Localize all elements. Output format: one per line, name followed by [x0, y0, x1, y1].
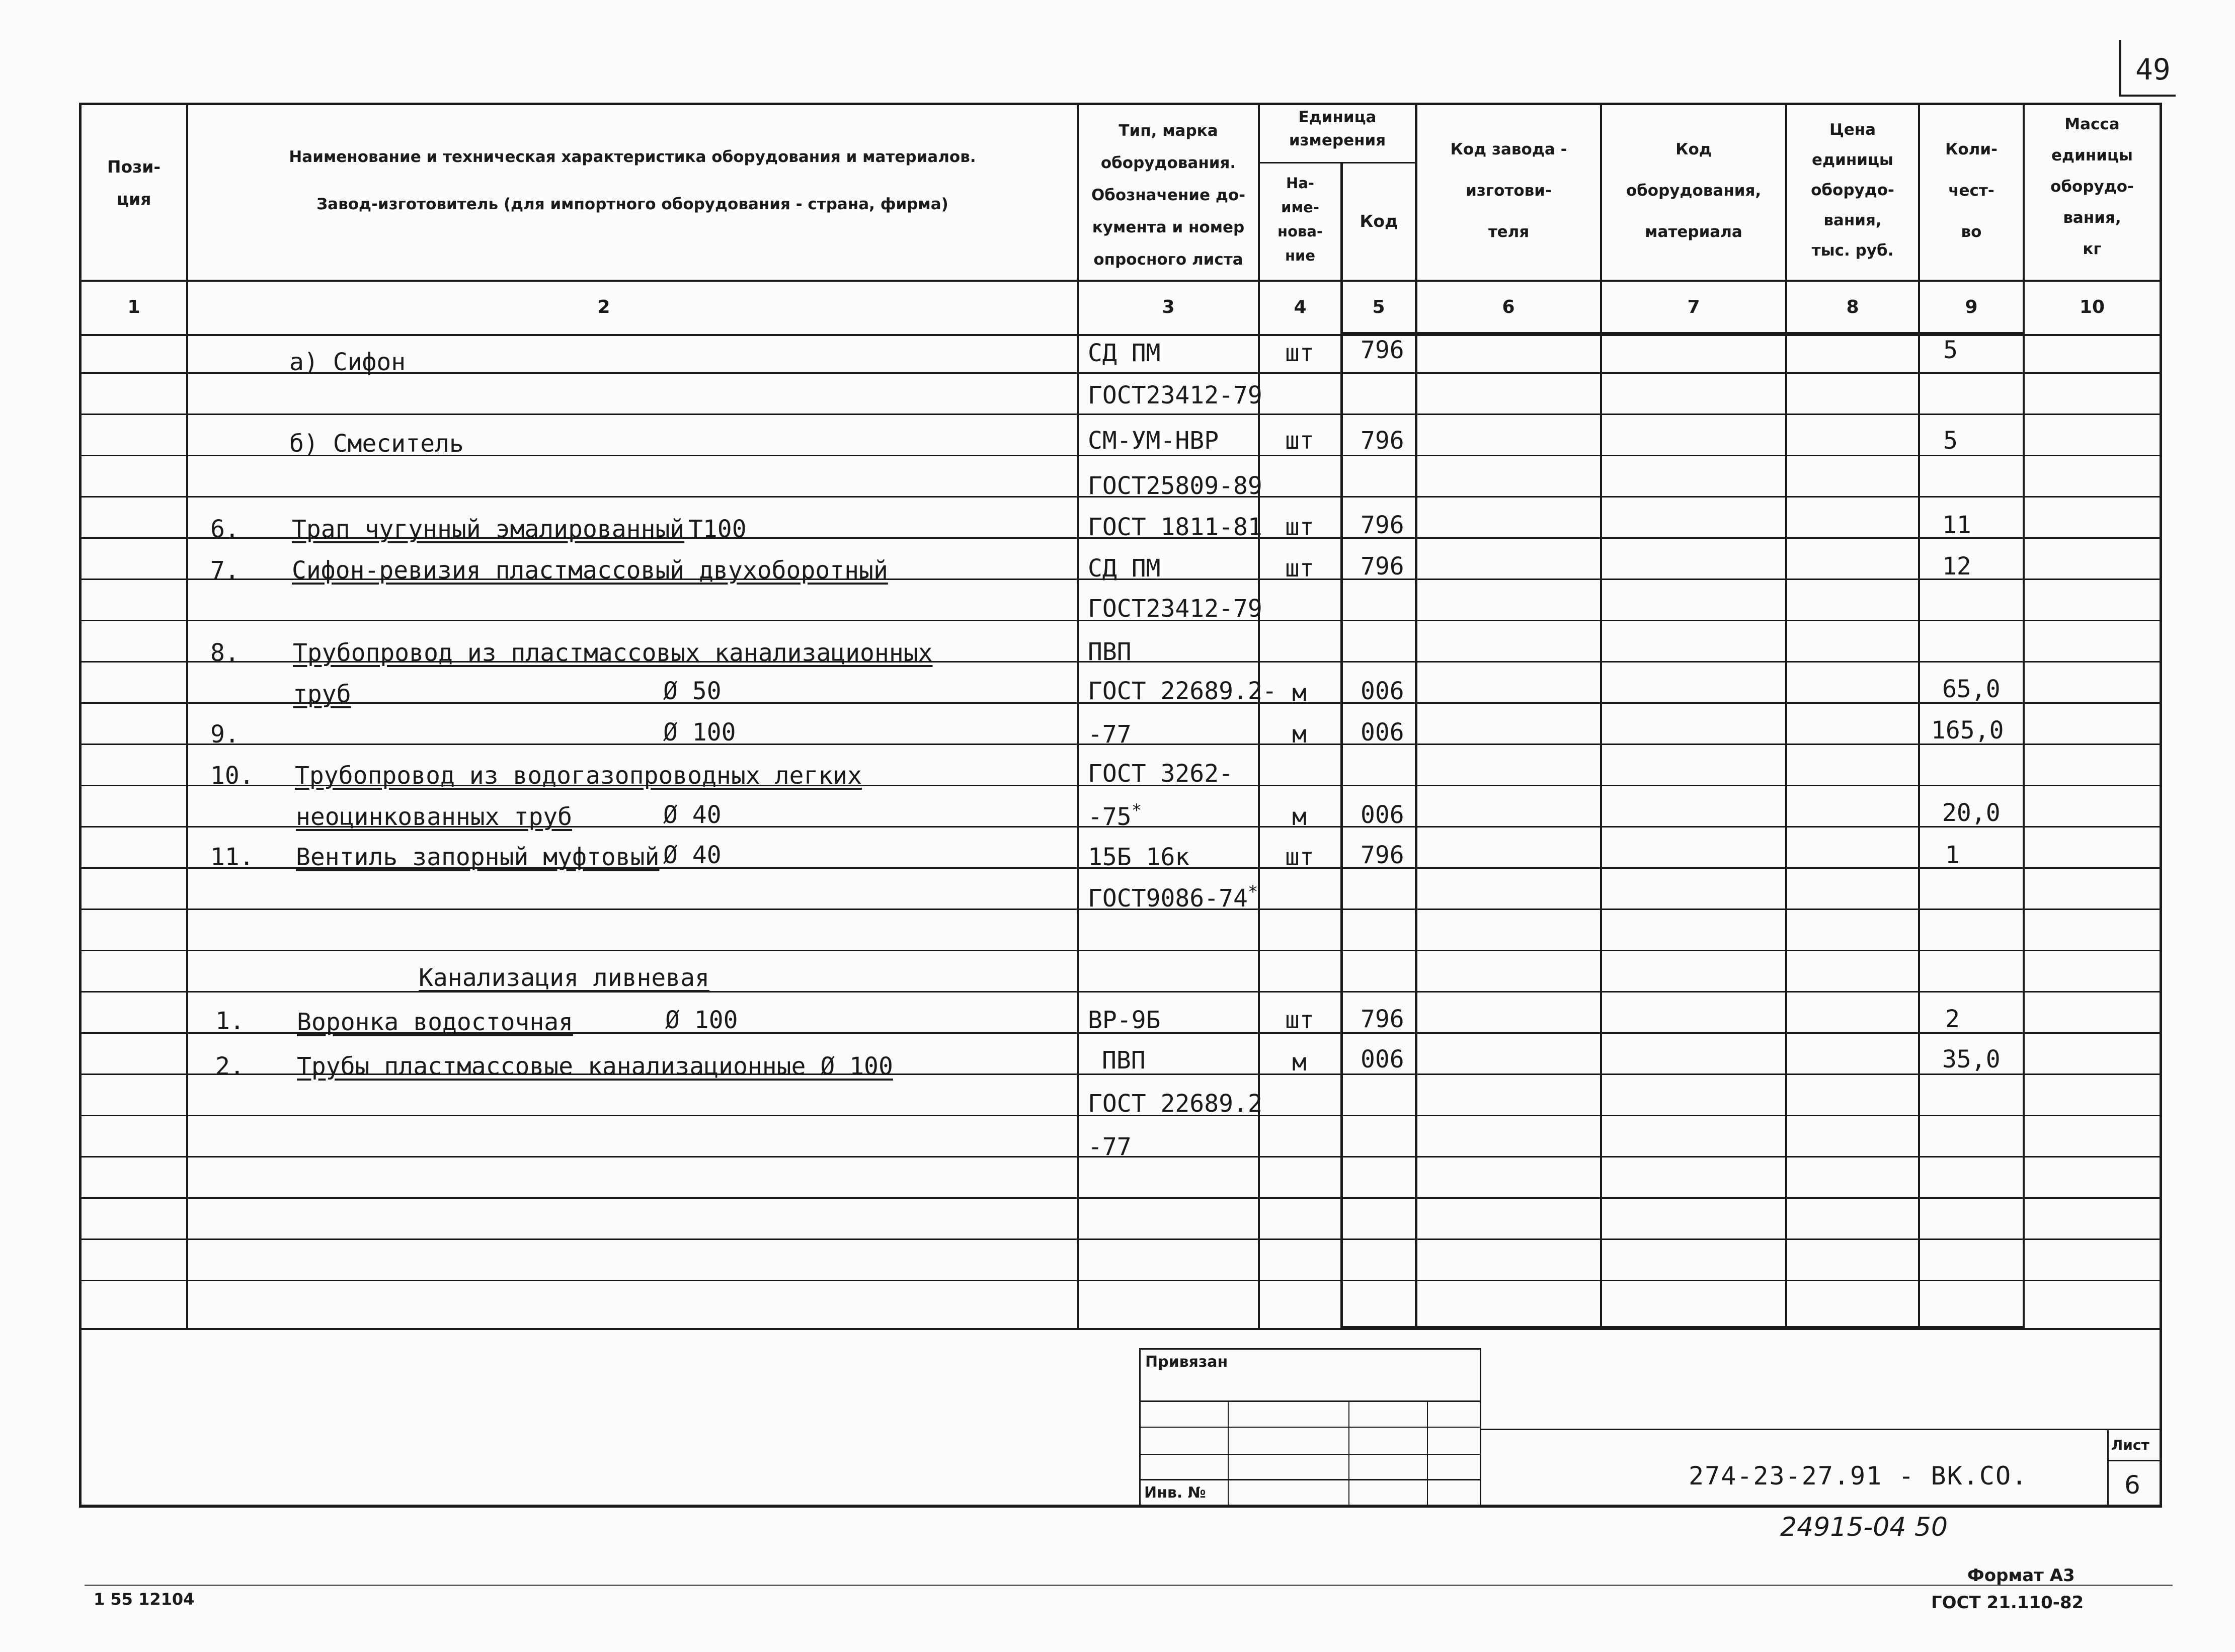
header-bottom-line — [79, 280, 2162, 282]
row-type: СМ-УМ-НВР — [1088, 427, 1219, 455]
row-qty: 165,0 — [1931, 716, 2004, 745]
footer-format: Формат А3 — [1967, 1565, 2075, 1586]
table-bold-top — [1340, 332, 2025, 335]
row-name: неоцинкованных труб — [296, 803, 573, 831]
row-qty: 35,0 — [1942, 1045, 2001, 1073]
page-number-box-bottom — [2119, 95, 2176, 97]
frame-bottom — [79, 1505, 2162, 1508]
row-type — [1088, 802, 1142, 835]
header-name-line2: Завод-изготовитель (для импортного оборудования - страна, фирма) — [316, 195, 948, 213]
row-line — [79, 991, 2162, 993]
row-qty: 11 — [1942, 511, 1971, 539]
row-code: 796 — [1361, 841, 1404, 869]
unit-group-line — [1258, 162, 1417, 163]
row-unit: м — [1292, 679, 1307, 707]
row-name: Трубопровод из пластмассовых канализационных — [293, 639, 933, 667]
row-code: 796 — [1361, 427, 1404, 455]
row-type-sup: * — [1247, 882, 1258, 902]
row-pos: 2. — [215, 1052, 245, 1081]
stamp-row — [1139, 1454, 1481, 1455]
row-pos: 6. — [210, 515, 240, 543]
stamp-inv-no: Инв. № — [1144, 1484, 1206, 1502]
col-line-1 — [186, 103, 188, 1330]
col-line-6 — [1600, 103, 1602, 1330]
row-name: б) Смеситель — [289, 430, 464, 458]
row-type: ГОСТ23412-79 — [1088, 595, 1262, 623]
stamp-sheet-number: 6 — [2124, 1470, 2140, 1500]
colnum-2: 2 — [597, 297, 610, 317]
row-code: 006 — [1361, 677, 1404, 705]
row-name: а) Сифон — [289, 348, 406, 376]
row-type: ВР-9Б — [1088, 1006, 1161, 1034]
header-type: Тип, марка оборудования. Обозначение до- кумента и номер опросного листа — [1091, 122, 1246, 269]
row-name: Трубопровод из водогазопроводных легких — [295, 762, 862, 790]
row-type — [1088, 883, 1258, 916]
row-type: ПВП — [1102, 1046, 1146, 1075]
colnum-7: 7 — [1687, 297, 1700, 317]
footer-left-code: 1 55 12104 — [94, 1590, 195, 1609]
row-unit: шт — [1285, 513, 1314, 541]
stamp-doc-code: 274-23-27.91 - ВК.СО. — [1689, 1461, 2028, 1491]
row-name: Воронка водосточная — [297, 1008, 574, 1036]
row-code: 006 — [1361, 1045, 1404, 1073]
row-unit: шт — [1285, 843, 1314, 871]
header-name-line1: Наименование и техническая характеристика оборудования и материалов. — [289, 148, 976, 166]
footer-line — [85, 1585, 2173, 1586]
row-qty: 65,0 — [1942, 675, 2001, 703]
row-name: Трубы пластмассовые канализационные Ø 100 — [297, 1052, 893, 1081]
stamp-row — [1139, 1400, 1481, 1402]
row-pos: 7. — [210, 556, 240, 585]
row-line — [79, 1197, 2162, 1199]
page-number-box-left — [2119, 40, 2121, 96]
row-unit: шт — [1285, 427, 1314, 455]
row-type: ГОСТ 3262- — [1088, 760, 1233, 788]
row-line — [79, 950, 2162, 951]
row-type-text: ГОСТ9086-74 — [1088, 884, 1248, 913]
frame-right — [2160, 103, 2162, 1507]
row-code: 006 — [1361, 801, 1404, 829]
header-unit-code: Код — [1360, 211, 1398, 231]
stamp-sheet-label: Лист — [2111, 1437, 2149, 1453]
row-name: Сифон-ревизия пластмассовый двухоборотный — [292, 556, 888, 585]
row-qty: 2 — [1945, 1005, 1960, 1033]
header-unit-group: Единица измерения — [1289, 108, 1386, 149]
row-code: 796 — [1361, 511, 1404, 539]
header-price: Цена единицы оборудо- вания, тыс. руб. — [1811, 121, 1894, 260]
row-pos: 11. — [210, 843, 254, 871]
handwritten-number: 24915-04 50 — [1780, 1512, 1948, 1542]
row-name: Трап чугунный эмалированный — [292, 515, 685, 543]
row-unit: шт — [1285, 339, 1314, 367]
row-unit: м — [1292, 1048, 1307, 1077]
row-pos: 1. — [215, 1007, 245, 1035]
row-type: ГОСТ 22689.2- — [1088, 677, 1277, 705]
footer-gost: ГОСТ 21.110-82 — [1931, 1593, 2084, 1613]
row-code: 796 — [1361, 336, 1404, 364]
row-unit: шт — [1285, 1006, 1314, 1034]
row-pos: 9. — [210, 720, 240, 749]
row-qty: 1 — [1945, 841, 1960, 869]
colnum-1: 1 — [127, 297, 140, 317]
col-line-4 — [1340, 162, 1343, 1330]
row-qty: 5 — [1943, 427, 1958, 455]
row-name-extra: Ø 40 — [663, 841, 722, 869]
col-line-7 — [1785, 103, 1787, 1330]
row-name-extra: Ø 40 — [663, 801, 722, 829]
row-line — [79, 1238, 2162, 1240]
col-line-9 — [2023, 103, 2025, 1330]
header-position: Пози- ция — [107, 157, 161, 209]
stamp-top — [1139, 1348, 1481, 1350]
row-type: ГОСТ 22689.2 — [1088, 1090, 1262, 1118]
stamp-col — [1228, 1400, 1229, 1505]
row-type: ГОСТ25809-89 — [1088, 472, 1262, 500]
colnum-8: 8 — [1846, 297, 1859, 317]
header-mass: Масса единицы оборудо- вания, кг — [2050, 115, 2134, 258]
row-type: ГОСТ 1811-81 — [1088, 513, 1262, 541]
row-pos: 8. — [210, 639, 240, 667]
stamp-doc-line — [1481, 1429, 2161, 1430]
row-name-extra: Ø 100 — [663, 718, 736, 747]
header-unit-name: На- име- нова- ние — [1278, 175, 1323, 264]
page-number: 49 — [2135, 52, 2171, 87]
stamp-sheet-row — [2107, 1460, 2161, 1461]
row-type: ПВП — [1088, 638, 1132, 666]
col-line-5 — [1415, 103, 1417, 1330]
row-type: 15Б 16к — [1088, 843, 1190, 871]
row-name: труб — [293, 680, 351, 708]
colnum-9: 9 — [1965, 297, 1978, 317]
row-pos: 10. — [210, 762, 254, 790]
row-name-extra: Т100 — [688, 515, 747, 543]
colnum-3: 3 — [1162, 297, 1175, 317]
section-title: Канализация ливневая — [419, 964, 709, 992]
stamp-privyazan: Привязан — [1145, 1353, 1228, 1371]
row-name: Вентиль запорный муфтовый — [296, 843, 660, 871]
stamp-row — [1139, 1427, 1481, 1428]
header-factory-code: Код завода - изготови- теля — [1450, 140, 1567, 241]
colnum-10: 10 — [2079, 297, 2105, 317]
row-qty: 20,0 — [1942, 799, 2001, 827]
row-type-sup: * — [1131, 800, 1142, 820]
row-type: СД ПМ — [1088, 554, 1161, 583]
frame-top — [79, 103, 2162, 105]
row-type: СД ПМ — [1088, 339, 1161, 367]
stamp-col — [1348, 1400, 1349, 1505]
row-qty: 12 — [1942, 552, 1971, 581]
row-type-text: -75 — [1088, 803, 1132, 831]
stamp-col — [1427, 1400, 1428, 1505]
row-code: 796 — [1361, 552, 1404, 581]
colnum-6: 6 — [1502, 297, 1515, 317]
row-unit: м — [1292, 720, 1307, 749]
col-line-3 — [1258, 103, 1260, 1330]
row-unit: шт — [1285, 554, 1314, 583]
stamp-sheet-col — [2107, 1429, 2109, 1505]
col-line-8 — [1918, 103, 1920, 1330]
row-type: -77 — [1088, 1133, 1132, 1161]
header-quantity: Коли- чест- во — [1945, 140, 1998, 241]
colnum-4: 4 — [1294, 297, 1307, 317]
row-unit: м — [1292, 803, 1307, 831]
row-name-extra: Ø 100 — [665, 1006, 738, 1034]
row-type: ГОСТ23412-79 — [1088, 381, 1262, 409]
row-qty: 5 — [1943, 336, 1958, 364]
row-line — [79, 414, 2162, 415]
col-line-2 — [1077, 103, 1079, 1330]
table-bottom-line — [79, 1328, 2162, 1330]
header-equipment-code: Код оборудования, материала — [1626, 140, 1762, 241]
stamp-row — [1139, 1479, 1481, 1480]
row-type: -77 — [1088, 720, 1132, 749]
colnum-5: 5 — [1372, 297, 1385, 317]
frame-left — [79, 103, 82, 1507]
row-code: 796 — [1361, 1005, 1404, 1033]
row-line — [79, 1280, 2162, 1281]
row-code: 006 — [1361, 718, 1404, 747]
row-name-extra: Ø 50 — [663, 677, 722, 705]
